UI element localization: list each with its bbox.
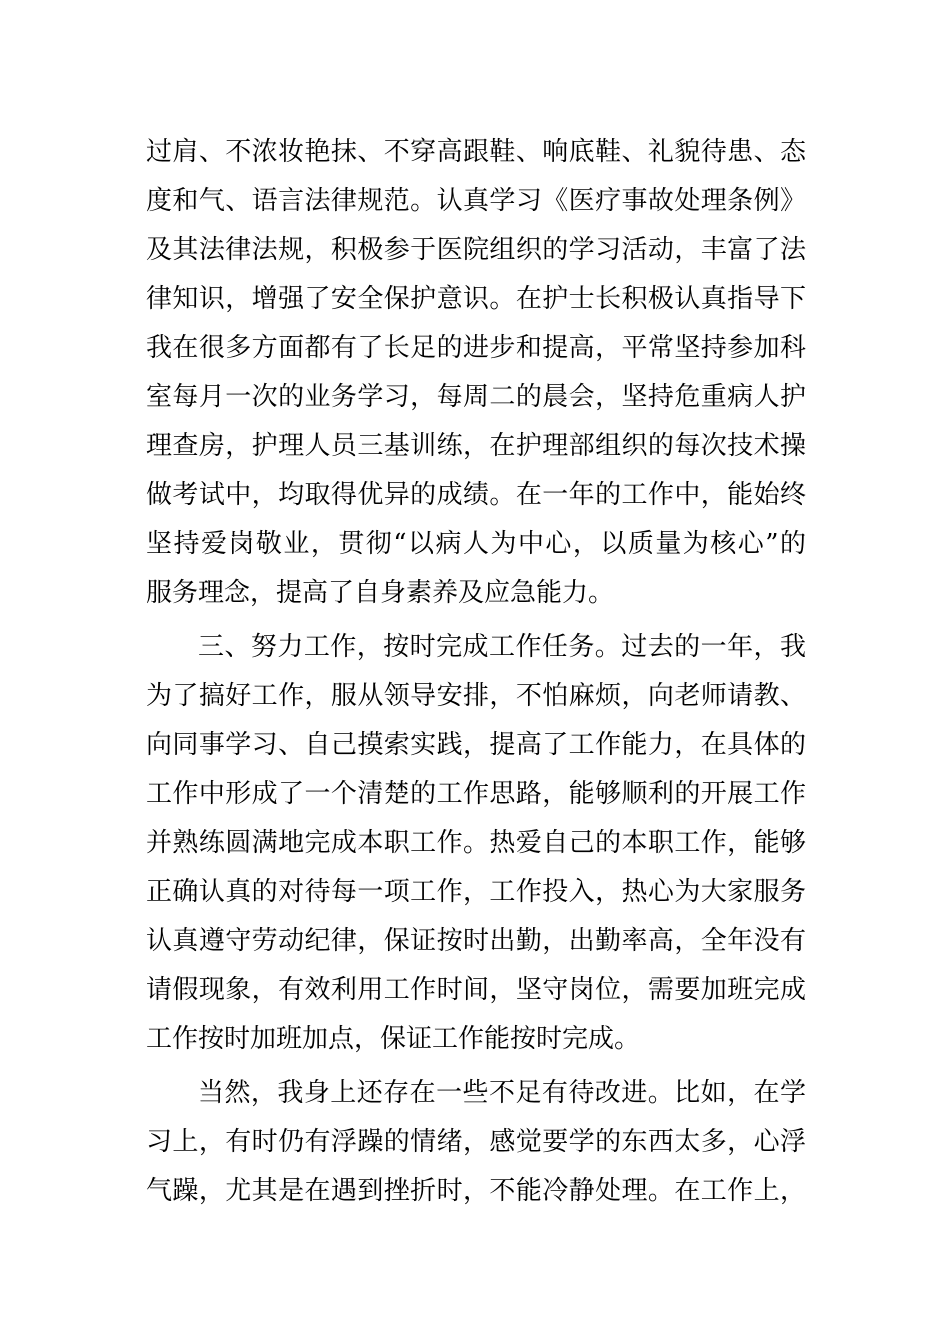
text-line-4: 律知识，增强了安全保护意识。在护士长积极认真指导下 bbox=[146, 284, 806, 314]
text-line-19: 工作按时加班加点，保证工作能按时完成。 bbox=[146, 1024, 641, 1054]
paragraph-4-first-line: 当然，我身上还存在一些不足有待改进。比如，在学 bbox=[198, 1078, 806, 1108]
text-line-12: 为了搞好工作，服从领导安排，不怕麻烦，向老师请教、 bbox=[146, 681, 806, 711]
paragraph-3-first-line: 三、努力工作，按时完成工作任务。过去的一年，我 bbox=[198, 632, 806, 662]
text-line-8: 做考试中，均取得优异的成绩。在一年的工作中，能始终 bbox=[146, 480, 806, 510]
text-line-13: 向同事学习、自己摸索实践，提高了工作能力，在具体的 bbox=[146, 730, 806, 760]
text-line-14: 工作中形成了一个清楚的工作思路，能够顺利的开展工作 bbox=[146, 779, 806, 809]
text-line-7: 理查房，护理人员三基训练，在护理部组织的每次技术操 bbox=[146, 431, 806, 461]
text-line-21: 习上，有时仍有浮躁的情绪，感觉要学的东西太多，心浮 bbox=[146, 1127, 806, 1157]
text-line-15: 并熟练圆满地完成本职工作。热爱自己的本职工作，能够 bbox=[146, 828, 806, 858]
text-line-18: 请假现象，有效利用工作时间，坚守岗位，需要加班完成 bbox=[146, 975, 806, 1005]
text-line-2: 度和气、语言法律规范。认真学习《医疗事故处理条例》 bbox=[146, 186, 806, 216]
text-line-5: 我在很多方面都有了长足的进步和提高，平常坚持参加科 bbox=[146, 333, 806, 363]
text-line-22: 气躁，尤其是在遇到挫折时，不能冷静处理。在工作上， bbox=[146, 1176, 806, 1206]
text-line-10: 服务理念，提高了自身素养及应急能力。 bbox=[146, 578, 615, 608]
text-line-1: 过肩、不浓妆艳抹、不穿高跟鞋、响底鞋、礼貌待患、态 bbox=[146, 137, 806, 167]
text-line-17: 认真遵守劳动纪律，保证按时出勤，出勤率高，全年没有 bbox=[146, 926, 806, 956]
text-line-9: 坚持爱岗敬业，贯彻“以病人为中心，以质量为核心”的 bbox=[146, 529, 806, 559]
text-line-3: 及其法律法规，积极参于医院组织的学习活动，丰富了法 bbox=[146, 235, 806, 265]
text-line-16: 正确认真的对待每一项工作，工作投入，热心为大家服务 bbox=[146, 877, 806, 907]
text-line-6: 室每月一次的业务学习，每周二的晨会，坚持危重病人护 bbox=[146, 382, 806, 412]
